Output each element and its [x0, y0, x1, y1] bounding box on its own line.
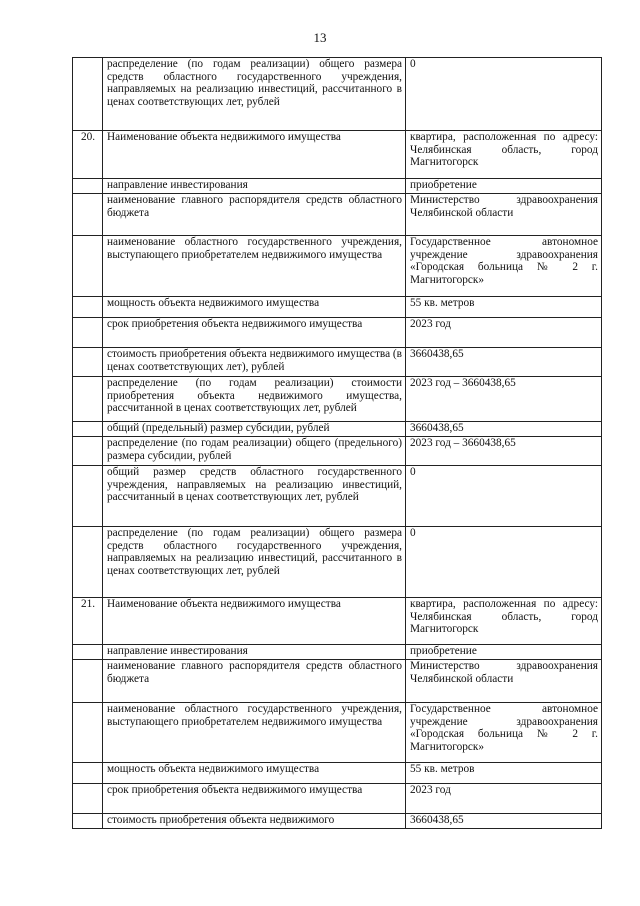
table-row — [73, 703, 602, 763]
value-cell: 55 кв. метров — [406, 763, 602, 784]
value-cell: приобретение — [406, 645, 602, 660]
table-row — [73, 645, 602, 660]
table-row — [73, 660, 602, 703]
parameter-cell: наименование областного государственного учреждения, выступающего приобретателем недвижимого имущества — [103, 236, 406, 297]
table-row — [73, 297, 602, 318]
value-cell: 3660438,65 — [406, 422, 602, 437]
row-number — [73, 318, 103, 348]
parameter-cell: срок приобретения объекта недвижимого имущества — [103, 318, 406, 348]
table-row — [73, 236, 602, 297]
row-number — [73, 814, 103, 829]
value-cell: Министерство здравоохранения Челябинской области — [406, 194, 602, 236]
parameter-cell: общий (предельный) размер субсидии, рублей — [103, 422, 406, 437]
row-number — [73, 194, 103, 236]
table-row — [73, 814, 602, 829]
investment-table — [72, 57, 602, 829]
table-row — [73, 763, 602, 784]
row-number: 20. — [73, 131, 103, 179]
parameter-cell: срок приобретения объекта недвижимого имущества — [103, 784, 406, 814]
row-number — [73, 348, 103, 377]
row-number — [73, 437, 103, 466]
row-number — [73, 763, 103, 784]
row-number — [73, 645, 103, 660]
value-cell: 0 — [406, 58, 602, 131]
table-row — [73, 318, 602, 348]
parameter-cell: распределение (по годам реализации) общего (предельного) размера субсидии, рублей — [103, 437, 406, 466]
value-cell: 2023 год – 3660438,65 — [406, 377, 602, 422]
value-cell: 0 — [406, 527, 602, 598]
table-row — [73, 194, 602, 236]
parameter-cell: распределение (по годам реализации) общего размера средств областного государственного учреждения, направляемых на реализацию инвестиций, рассчитанного в ценах соответствующих лет, рублей — [103, 527, 406, 598]
parameter-cell: стоимость приобретения объекта недвижимого имущества (в ценах соответствующих лет), рублей — [103, 348, 406, 377]
value-cell: квартира, расположенная по адресу: Челябинская область, город Магнитогорск — [406, 598, 602, 645]
parameter-cell: наименование областного государственного учреждения, выступающего приобретателем недвижимого имущества — [103, 703, 406, 763]
row-number — [73, 297, 103, 318]
value-cell: 2023 год — [406, 318, 602, 348]
row-number: 21. — [73, 598, 103, 645]
row-number — [73, 784, 103, 814]
value-cell: Государственное автономное учреждение здравоохранения «Городская больница № 2 г. Магнитогорск» — [406, 703, 602, 763]
table-row — [73, 179, 602, 194]
row-number — [73, 58, 103, 131]
table-row — [73, 598, 602, 645]
parameter-cell: распределение (по годам реализации) стоимости приобретения объекта недвижимого имущества, рассчитанной в ценах соответствующих лет, рублей — [103, 377, 406, 422]
value-cell: 55 кв. метров — [406, 297, 602, 318]
table-row — [73, 348, 602, 377]
parameter-cell: стоимость приобретения объекта недвижимого — [103, 814, 406, 829]
row-number — [73, 527, 103, 598]
table-row — [73, 466, 602, 527]
parameter-cell: распределение (по годам реализации) общего размера средств областного государственного учреждения, направляемых на реализацию инвестиций, рассчитанного в ценах соответствующих лет, рублей — [103, 58, 406, 131]
table-row — [73, 131, 602, 179]
parameter-cell: наименование главного распорядителя средств областного бюджета — [103, 660, 406, 703]
table-row — [73, 422, 602, 437]
value-cell: 2023 год – 3660438,65 — [406, 437, 602, 466]
parameter-cell: Наименование объекта недвижимого имущества — [103, 598, 406, 645]
table-row — [73, 784, 602, 814]
value-cell: 2023 год — [406, 784, 602, 814]
page-number: 13 — [313, 30, 327, 45]
parameter-cell: общий размер средств областного государственного учреждения, направляемых на реализацию инвестиций, рассчитанный в ценах соответствующих лет, рублей — [103, 466, 406, 527]
row-number — [73, 236, 103, 297]
parameter-cell: наименование главного распорядителя средств областного бюджета — [103, 194, 406, 236]
value-cell: Министерство здравоохранения Челябинской области — [406, 660, 602, 703]
value-cell: квартира, расположенная по адресу: Челябинская область, город Магнитогорск — [406, 131, 602, 179]
row-number — [73, 466, 103, 527]
value-cell: 3660438,65 — [406, 348, 602, 377]
row-number — [73, 703, 103, 763]
parameter-cell: направление инвестирования — [103, 179, 406, 194]
parameter-cell: мощность объекта недвижимого имущества — [103, 763, 406, 784]
table-row — [73, 437, 602, 466]
parameter-cell: направление инвестирования — [103, 645, 406, 660]
value-cell: 0 — [406, 466, 602, 527]
parameter-cell: Наименование объекта недвижимого имущества — [103, 131, 406, 179]
value-cell: приобретение — [406, 179, 602, 194]
row-number — [73, 179, 103, 194]
value-cell: Государственное автономное учреждение здравоохранения «Городская больница № 2 г. Магнитогорск» — [406, 236, 602, 297]
table-row — [73, 377, 602, 422]
table-row — [73, 58, 602, 131]
row-number — [73, 422, 103, 437]
row-number — [73, 377, 103, 422]
value-cell: 3660438,65 — [406, 814, 602, 829]
row-number — [73, 660, 103, 703]
parameter-cell: мощность объекта недвижимого имущества — [103, 297, 406, 318]
table-row — [73, 527, 602, 598]
